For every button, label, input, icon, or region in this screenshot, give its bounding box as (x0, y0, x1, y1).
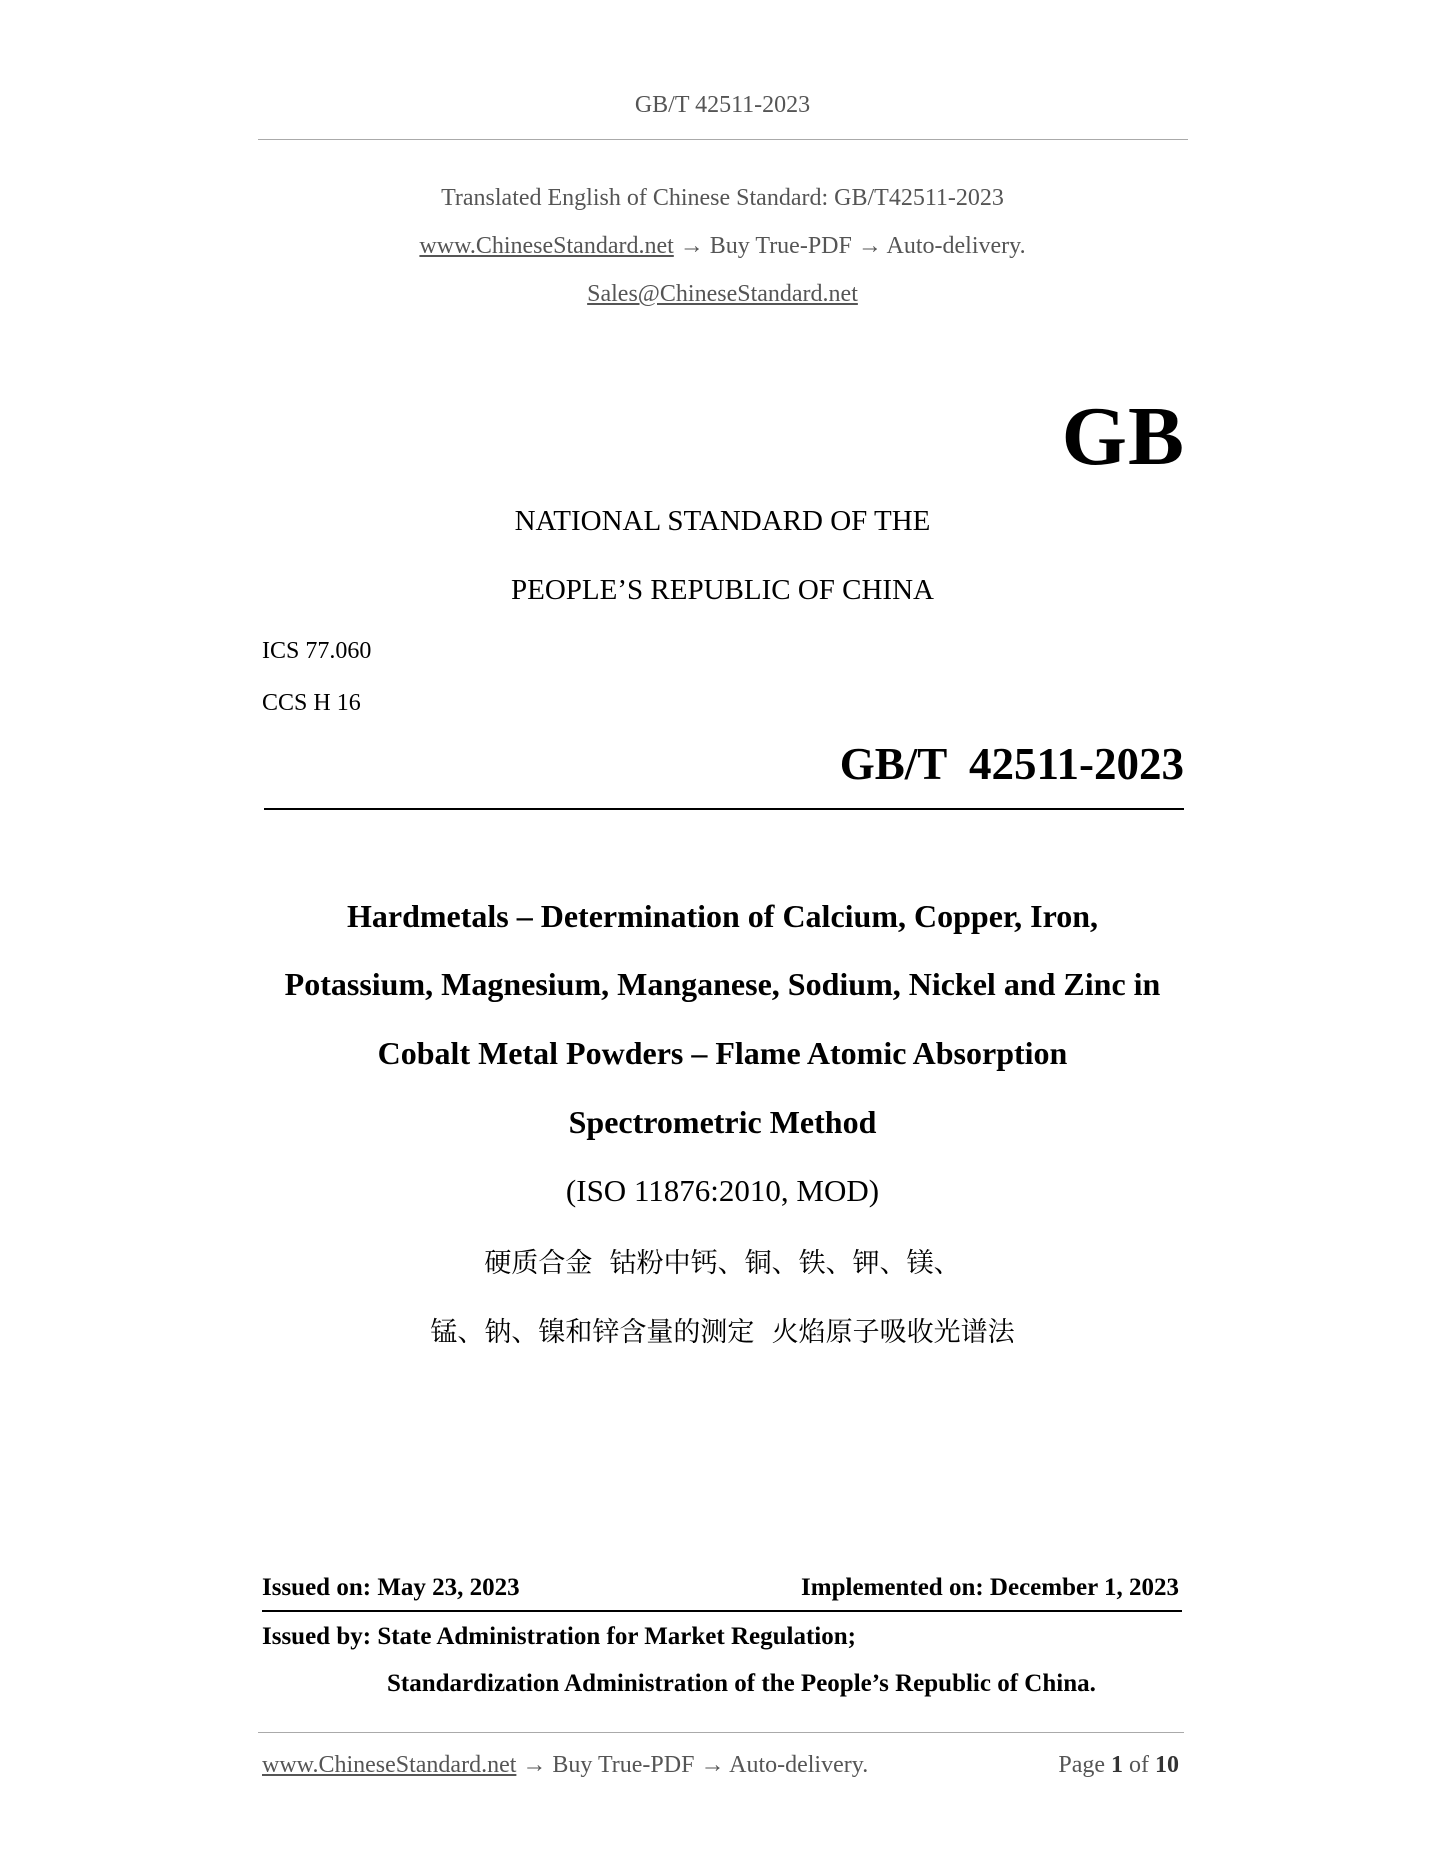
promo-suffix: → Buy True-PDF → Auto-delivery. (673, 233, 1026, 259)
page-indicator (1058, 1752, 1179, 1779)
translation-notice: Translated English of Chinese Standard: GB/T42511-2023 (441, 185, 1004, 211)
footer-promo-suffix: → Buy True-PDF → Auto-delivery. (516, 1752, 869, 1778)
running-header-code: GB/T 42511-2023 (634, 92, 811, 118)
standard-number: GB/T 42511-2023 (839, 739, 1184, 789)
issued-on: Issued on: May 23, 2023 (262, 1574, 520, 1601)
page-label: Page (1058, 1752, 1111, 1778)
title-line-4: Spectrometric Method (568, 1104, 877, 1140)
ics-code: ICS 77.060 (262, 638, 372, 664)
title-line-1: Hardmetals – Determination of Calcium, Copper, Iron, (346, 898, 1099, 934)
gb-logo: GB (1061, 390, 1185, 483)
chinese-title-line-1: 硬质合金 钴粉中钙、铜、铁、钾、镁、 (484, 1248, 961, 1279)
issue-divider (262, 1610, 1182, 1612)
page-current: 1 (1111, 1752, 1123, 1778)
national-standard-line-1: NATIONAL STANDARD OF THE (514, 505, 931, 537)
title-line-2: Potassium, Magnesium, Manganese, Sodium, Nickel and Zinc in (284, 966, 1161, 1002)
page-total: 10 (1155, 1752, 1179, 1778)
issued-by-line-2: Standardization Administration of the People’s Republic of China. (387, 1670, 1096, 1697)
chinese-title-line-2: 锰、钠、镍和锌含量的测定 火焰原子吸收光谱法 (430, 1317, 1015, 1348)
footer-promo (262, 1752, 868, 1779)
footer-site-link[interactable]: www.ChineseStandard.net (262, 1752, 517, 1778)
national-standard-line-2: PEOPLE’S REPUBLIC OF CHINA (511, 574, 934, 606)
site-link[interactable]: www.ChineseStandard.net (419, 233, 674, 259)
ccs-code: CCS H 16 (262, 690, 361, 716)
email-line (0, 281, 1445, 308)
standard-number-divider (264, 808, 1184, 810)
footer-divider (258, 1732, 1184, 1733)
iso-reference: (ISO 11876:2010, MOD) (565, 1173, 880, 1208)
issued-by-line-1: Issued by: State Administration for Market Regulation; (262, 1623, 856, 1650)
implemented-on: Implemented on: December 1, 2023 (801, 1574, 1179, 1601)
title-line-3: Cobalt Metal Powders – Flame Atomic Absorption (377, 1035, 1068, 1071)
email-link[interactable]: Sales@ChineseStandard.net (587, 281, 858, 307)
page-of: of (1123, 1752, 1155, 1778)
promo-line (0, 233, 1445, 260)
header-divider (258, 139, 1188, 140)
